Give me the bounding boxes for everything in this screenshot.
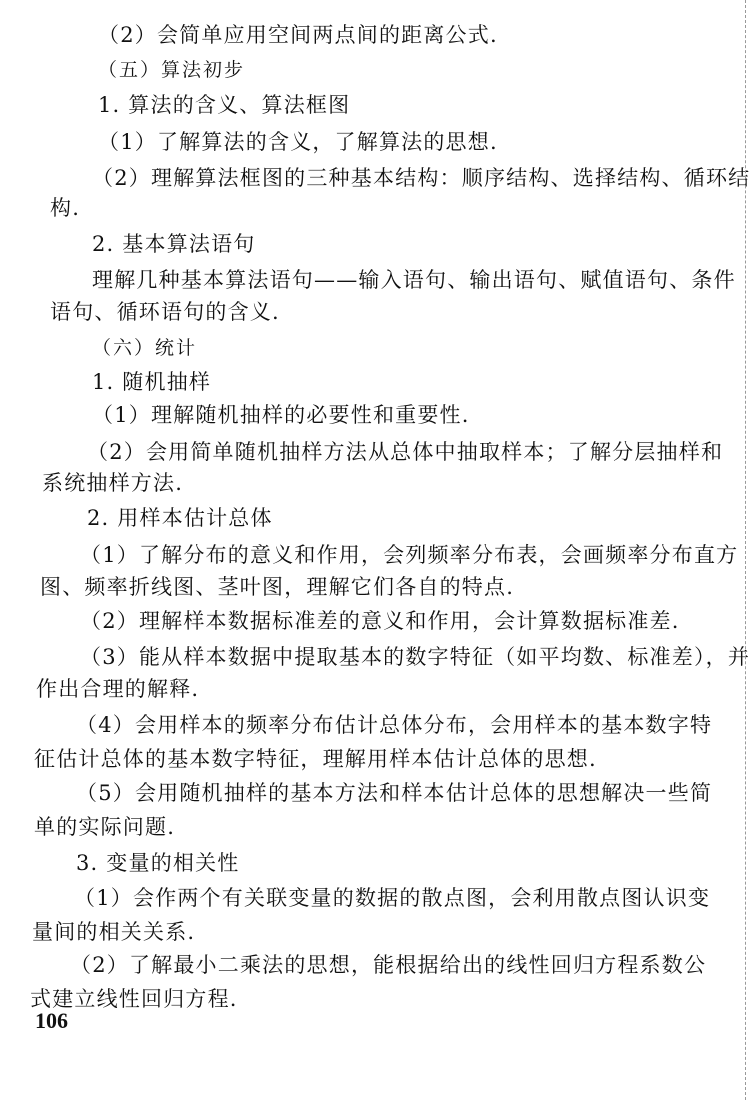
section-heading: （五）算法初步 [98, 59, 246, 81]
subsection-heading: 3. 变量的相关性 [76, 851, 240, 875]
text-line: 理解几种基本算法语句——输入语句、输出语句、赋值语句、条件 [92, 268, 736, 292]
subsection-heading: 1. 算法的含义、算法框图 [98, 93, 351, 117]
text-line: （2）理解算法框图的三种基本结构：顺序结构、选择结构、循环结 [92, 166, 750, 190]
text-line: （1）理解随机抽样的必要性和重要性. [92, 403, 470, 427]
subsection-heading: 2. 用样本估计总体 [87, 506, 273, 530]
text-line: （2）了解最小二乘法的思想，能根据给出的线性回归方程系数公 [70, 953, 707, 977]
subsection-heading: 2. 基本算法语句 [92, 232, 256, 256]
text-line: 征估计总体的基本数字特征，理解用样本估计总体的思想. [34, 747, 597, 771]
text-line: （1）了解算法的含义，了解算法的思想. [98, 130, 498, 154]
text-line: 语句、循环语句的含义. [50, 300, 280, 324]
page-number: 106 [35, 1008, 68, 1033]
text-line: 图、频率折线图、茎叶图，理解它们各自的特点. [40, 575, 515, 599]
text-line: （1）了解分布的意义和作用，会列频率分布表，会画频率分布直方 [80, 543, 739, 567]
text-line: （2）理解样本数据标准差的意义和作用，会计算数据标准差. [80, 609, 680, 633]
text-line: （3）能从样本数据中提取基本的数字特征（如平均数、标准差），并 [80, 645, 750, 669]
subsection-heading: 1. 随机抽样 [92, 370, 212, 394]
text-line: （5）会用随机抽样的基本方法和样本估计总体的思想解决一些简 [76, 781, 713, 805]
text-line: 量间的相关关系. [32, 920, 196, 944]
text-line: 式建立线性回归方程. [30, 987, 238, 1011]
text-line: 构. [50, 196, 81, 220]
text-line: （1）会作两个有关联变量的数据的散点图，会利用散点图认识变 [74, 886, 711, 910]
page-edge-divider [744, 0, 746, 1100]
text-line: （4）会用样本的频率分布估计总体分布，会用样本的基本数字特 [76, 713, 713, 737]
text-line: 单的实际问题. [34, 815, 176, 839]
text-line: （2）会简单应用空间两点间的距离公式. [98, 23, 498, 47]
section-heading: （六）统计 [92, 337, 198, 359]
text-line: 系统抽样方法. [42, 471, 184, 495]
text-line: 作出合理的解释. [36, 677, 200, 701]
text-line: （2）会用简单随机抽样方法从总体中抽取样本；了解分层抽样和 [87, 440, 724, 464]
